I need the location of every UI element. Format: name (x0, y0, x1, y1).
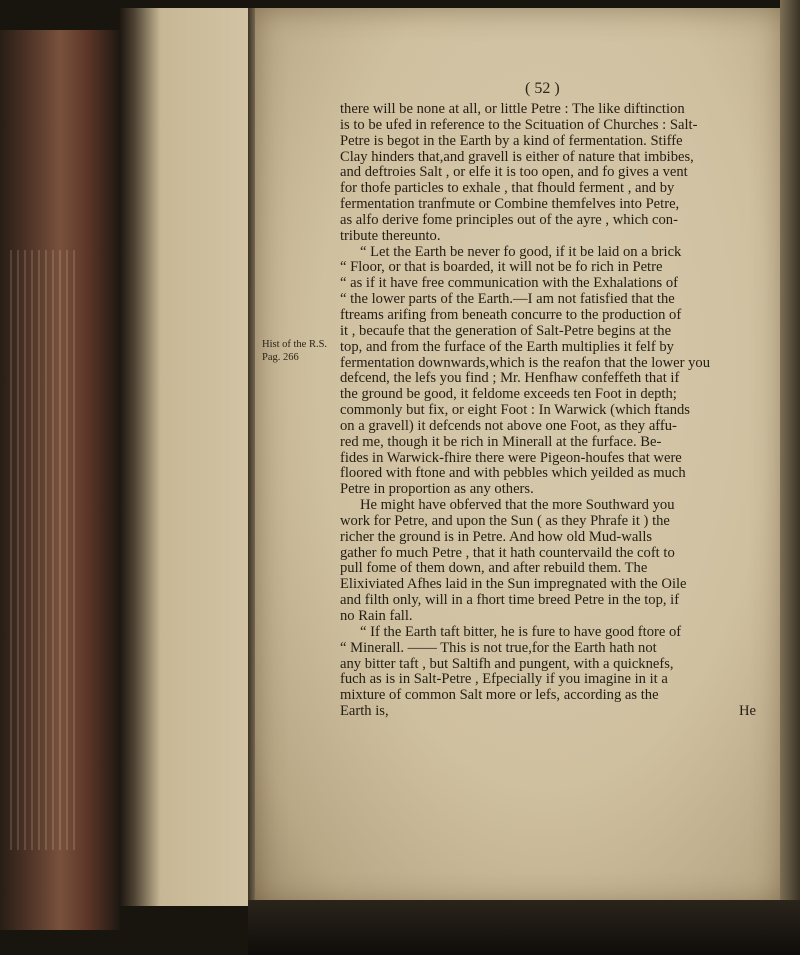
left-margin (120, 8, 255, 906)
text-line: “ Minerall. —— This is not true,for the Earth hath not (340, 640, 657, 656)
text-line: “ the lower parts of the Earth.—I am not fatisfied that the (340, 292, 675, 308)
text-line: it , becaufe that the generation of Salt-Petre begins at the (340, 323, 672, 339)
body-text (340, 102, 770, 720)
last-line (340, 704, 770, 720)
text-line: ftreams arifing from beneath concurre to the production of (340, 307, 682, 323)
text-line: on a gravell) it defcends not above one Foot, as they affu- (340, 418, 677, 434)
page-number: ( 52 ) (525, 80, 560, 97)
text-line: pull fome of them down, and after rebuild them. The (340, 561, 648, 577)
text-line: top, and from the furface of the Earth multiplies it felf by (340, 339, 674, 355)
text-line: red me, though it be rich in Minerall at the furface. Be- (340, 434, 662, 450)
text-line: “ Let the Earth be never fo good, if it be laid on a brick (360, 244, 682, 260)
text-line: there will be none at all, or little Petre : The like diftinction (340, 102, 685, 117)
text-line: “ If the Earth taft bitter, he is fure to have good ftore of (360, 624, 682, 640)
text-line: any bitter taft , but Saltifh and pungent, with a quicknefs, (340, 656, 674, 672)
bottom-shadow (248, 900, 800, 955)
text-line: fermentation downwards,which is the reafon that the lower you (340, 355, 711, 371)
text-line: fuch as is in Salt-Petre , Efpecially if you imagine in it a (340, 672, 668, 688)
text-line: no Rain fall. (340, 609, 413, 624)
text-line: richer the ground is in Petre. And how old Mud-walls (340, 529, 653, 545)
text-line: fermentation tranfmute or Combine themfelves into Petre, (340, 197, 680, 213)
text-line: “ Floor, or that is boarded, it will not be fo rich in Petre (340, 260, 663, 276)
text-line: fides in Warwick-fhire there were Pigeon-houfes that were (340, 450, 682, 466)
text-line: mixture of common Salt more or lefs, according as the (340, 688, 659, 704)
catchword: He (738, 704, 756, 720)
adjacent-page-edges (10, 250, 80, 850)
margin-note-line: Pag. 266 (262, 352, 299, 363)
text-line: Clay hinders that,and gravell is either of nature that imbibes, (340, 149, 694, 165)
text-line: tribute thereunto. (340, 228, 441, 244)
margin-note (262, 338, 332, 364)
text-line: the ground be good, it feldome exceeds ten Foot in depth; (340, 387, 677, 403)
margin-note-line: Hist of the R.S. (262, 339, 328, 350)
text-line: commonly but fix, or eight Foot : In Warwick (which ftands (340, 403, 690, 419)
text-line: as alfo derive fome principles out of the ayre , which con- (340, 212, 678, 228)
text-line: and filth only, will in a fhort time breed Petre in the top, if (340, 593, 680, 609)
text-line: work for Petre, and upon the Sun ( as they Phrafe it ) the (340, 513, 670, 529)
text-line: Elixiviated Afhes laid in the Sun impregnated with the Oile (340, 577, 687, 593)
text-line: for thofe particles to exhale , that fhould ferment , and by (340, 181, 675, 197)
text-line: He might have obferved that the more Southward you (360, 498, 675, 514)
text-line: “ as if it have free communication with the Exhalations of (340, 276, 678, 292)
text-line: is to be ufed in reference to the Scituation of Churches : Salt- (340, 117, 698, 133)
text-line: defcend, the lefs you find ; Mr. Henfhaw confeffeth that if (340, 371, 680, 387)
right-edge (780, 0, 800, 955)
text-line: Petre in proportion as any others. (340, 482, 534, 498)
text-line: floored with ftone and with pebbles which yeilded as much (340, 466, 686, 482)
text-line: Earth is, (340, 704, 389, 720)
text-line: gather fo much Petre , that it hath countervaild the coft to (340, 545, 675, 561)
text-line: Petre is begot in the Earth by a kind of fermentation. Stiffe (340, 133, 683, 149)
text-line: and deftroies Salt , or elfe it is too open, and fo gives a vent (340, 165, 688, 181)
